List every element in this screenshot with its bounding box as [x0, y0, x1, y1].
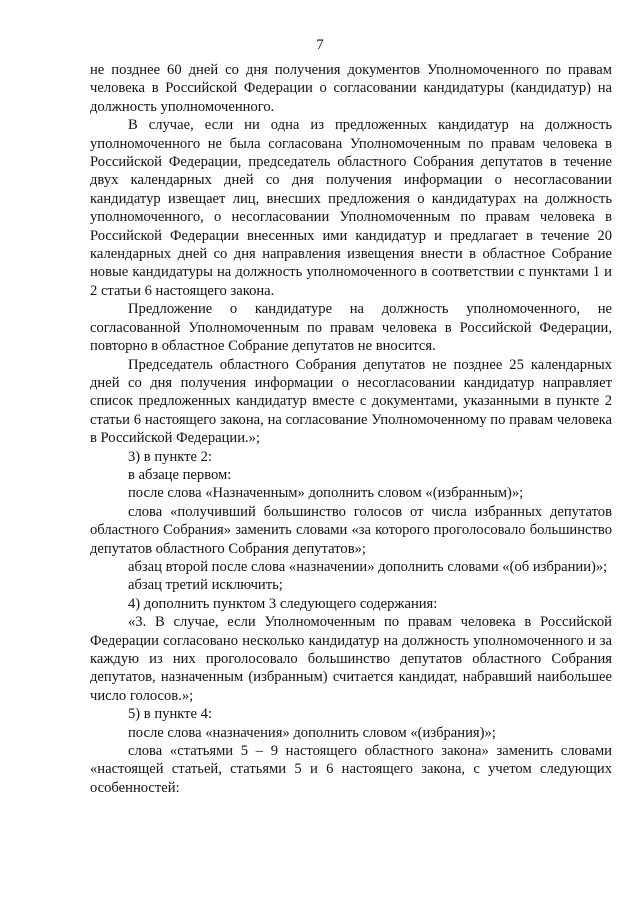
paragraph: после слова «Назначенным» дополнить словом «(избранным)»; — [128, 485, 524, 502]
paragraph: Предложение о кандидатуре на должность уполномоченного, не согласованной Уполномоченным по правам человека в Российской Федерации, повторно в областное Собрание депутатов не вносится. — [90, 301, 612, 355]
paragraph: 5) в пункте 4: — [128, 706, 213, 723]
paragraph: Председатель областного Собрания депутатов не позднее 25 календарных дней со дня получения информации о несогласовании кандидатур направляет список предложенных кандидатур вместе с документами, указанными в пункте 2 статьи 6 настоящего закона, на согласование Уполномоченному по правам человека в Российской Федерации.»; — [90, 356, 612, 447]
paragraph: «3. В случае, если Уполномоченным по правам человека в Российской Федерации согласовано несколько кандидатур на должность уполномоченного и за каждую из них проголосовало большинство депутатов областного Собрания депутатов, назначенным (избранным) считается кандидат, набравший наибольшее число голосов.»; — [90, 614, 612, 704]
paragraph: абзац третий исключить; — [128, 577, 283, 594]
page-number: 7 — [316, 37, 324, 53]
paragraph: абзац второй после слова «назначении» дополнить словами «(об избрании)»; — [128, 558, 608, 575]
paragraph: В случае, если ни одна из предложенных кандидатур на должность уполномоченного не была согласована Уполномоченным по правам человека в Российской Федерации, председатель областного Собрания депутатов в течение двух календарных дней со дня получения информации о несогласовании кандидатур извещает лиц, внесших предложения о кандидатурах на должность уполномоченного, о несогласовании Уполномоченным по правам человека в Российской Федерации внесенных ими кандидатур и предлагает в течение 20 календарных дней со дня направления извещения внести в областное Собрание новые кандидатуры на должность уполномоченного в соответствии с пунктами 1 и 2 статьи 6 настоящего закона. — [90, 117, 612, 299]
paragraph: 3) в пункте 2: — [128, 448, 213, 465]
paragraph: 4) дополнить пунктом 3 следующего содержания: — [128, 595, 438, 612]
paragraph: после слова «назначения» дополнить словом «(избрания)»; — [128, 724, 496, 741]
paragraph: слова «статьями 5 – 9 настоящего областного закона» заменить словами «настоящей статьей, статьями 5 и 6 настоящего закона, с учетом следующих особенностей: — [90, 743, 612, 796]
paragraph: не позднее 60 дней со дня получения документов Уполномоченного по правам человека в Российской Федерации о согласовании кандидатуры (кандидатур) на должность уполномоченного. — [90, 62, 612, 115]
document-body — [90, 61, 612, 797]
paragraph: слова «получивший большинство голосов от числа избранных депутатов областного Собрания» заменить словами «за которого проголосовало большинство депутатов областного Собрания депутатов»; — [90, 503, 612, 557]
paragraph: в абзаце первом: — [128, 466, 232, 483]
